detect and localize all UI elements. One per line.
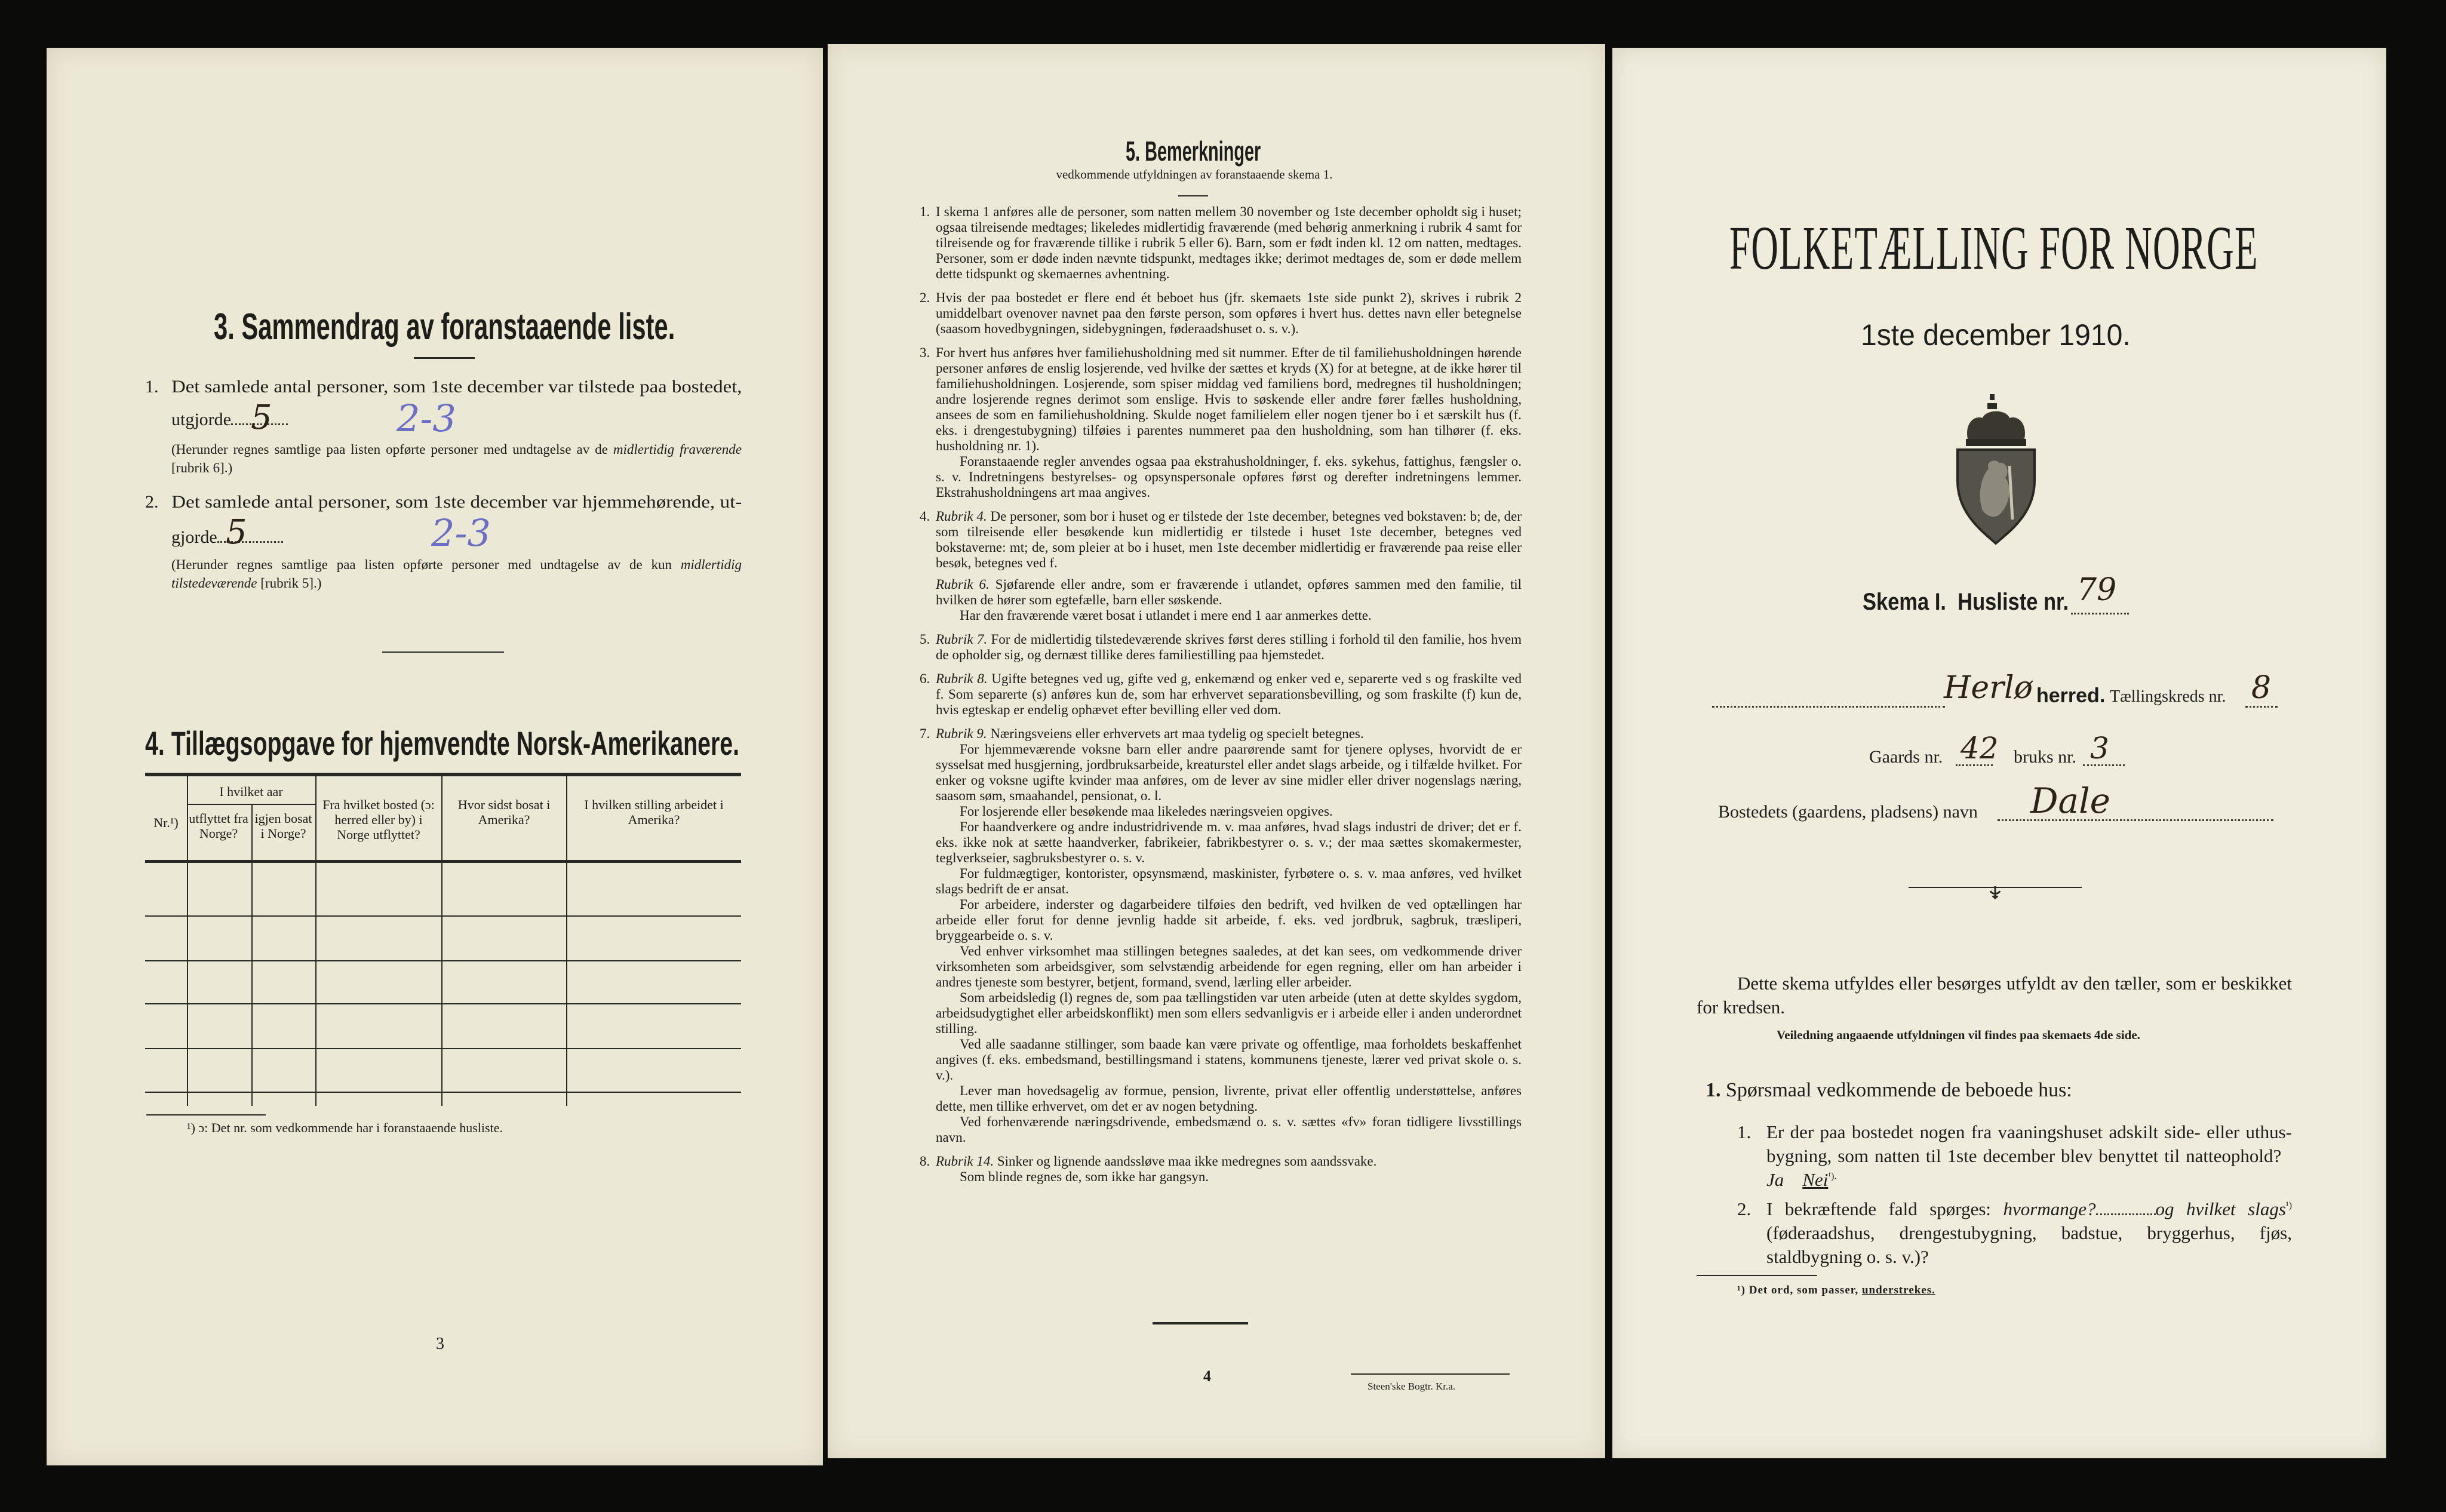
remark-number: 5. (920, 632, 930, 647)
remark-item (920, 345, 1522, 500)
table-cell[interactable] (254, 1094, 313, 1104)
remark-paragraph: Som arbeidsledig (l) regnes de, som paa tællingstiden var uten arbeide (uten at dette skyldes sygdom, arbeidsudygtighet eller arbeidskonflikt) men som ellers sedvanligvis er i arbeide eller i anden underordnet stilling. (936, 990, 1522, 1036)
remark-paragraph: Rubrik 8. Ugifte betegnes ved ug, gifte ved g, enkemænd og enker ved e, separerte ved s og fraskilte ved f. Som separerte (s) anføres kun de, som har erhvervet separationsbevilling, og som fraskilte (f) kun de, hvis egteskap er endelig ophævet efter bevilling eller ved dom. (936, 671, 1522, 717)
bruks-label: bruks nr. (2014, 747, 2076, 767)
table-cell[interactable] (148, 963, 185, 1001)
remark-paragraph: Lever man hovedsagelig av formue, pension, livrente, privat eller offentlig understøttelse, anføres dette, men tillike erhvervet, om det er av nogen betydning. (936, 1083, 1522, 1114)
remark-paragraph: I skema 1 anføres alle de personer, som natten mellem 30 november og 1ste december opholdt sig i huset; ogsaa tilreisende medtages; likeledes midlertidig fraværende (med behørig anmerkning i rubrik 4 samt for tilreisende og for fraværende tillike i rubrik 5 eller 6). Barn, som er født inden kl. 12 om natten, medtages. Personer, som er døde inden nævnte tidspunkt, medtages ikke; derimot medtages de, som er døde mellem dette tidspunkt og skemaernes avhentning. (936, 204, 1522, 281)
printer-imprint: Steen'ske Bogtr. Kr.a. (1368, 1381, 1456, 1392)
remarks-subtitle: vedkommende utfyldningen av foranstaaende skema 1. (1056, 167, 1333, 182)
table-cell[interactable] (569, 865, 739, 913)
herred-field-line (1712, 700, 1945, 708)
husliste-field-line (2071, 608, 2129, 614)
table-column-line (441, 776, 443, 1106)
question-2: 2. I bekræftende fald spørges: hvormange? og hvilket slags$^{^1)}$ (føderaadshus, drengestubygning, badstue, bryggerhus, fjøs, staldbygning o. s. v.)? (1737, 1198, 2293, 1267)
table-row-line (145, 915, 741, 917)
table-cell[interactable] (189, 1050, 249, 1089)
column-header-emigrated: utflyttet fra Norge? (189, 811, 248, 841)
remark-paragraph: Rubrik 14. Sinker og lignende aandssløve maa ikke medregnes som aandssvake. (936, 1154, 1377, 1169)
census-title: FOLKETÆLLING FOR NORGE (1729, 214, 2258, 282)
remark-paragraph: Ved enhver virksomhet maa stillingen betegnes saaledes, at det kan sees, om vedkommende driver virksomheten som arbeidsgiver, som selvstændig arbeidende for egen regning, eller om han arbeider i andres tjeneste som bestyrer, betjent, formand, svend, lærling eller arbeider. (936, 944, 1522, 989)
table-cell[interactable] (444, 918, 564, 958)
remark-item (920, 509, 1522, 623)
table-cell[interactable] (444, 963, 564, 1001)
table-cell[interactable] (318, 1006, 439, 1046)
printer-rule (1351, 1373, 1510, 1375)
column-header-from-residence: Fra hvilket bosted (ɔ: herred eller by) i Norge utflyttet? (322, 797, 435, 842)
intro-text: Dette skema utfyldes eller besørges utfyldt av den tæller, som er beskikket for kredsen. (1697, 973, 2292, 1018)
table-cell[interactable] (254, 1006, 313, 1046)
page-number: 3 (436, 1335, 444, 1353)
handwritten-present-count: 5 (251, 398, 272, 437)
remark-number: 1. (920, 204, 930, 219)
option-ja[interactable]: Ja (1766, 1169, 1784, 1190)
rubrik-label: Rubrik 8. (936, 671, 988, 686)
table-row-line (145, 960, 741, 961)
remark-paragraph: Rubrik 7. For de midlertidig tilstedeværende skrives først deres stilling i forhold til den familie, hos hvem de opholder sig, og dernæst tillike deres familiestilling paa hjemstedet. (936, 632, 1522, 662)
remarks-title: 5. Bemerkninger (1126, 136, 1261, 167)
divider (1178, 195, 1208, 196)
remark-paragraph: For haandverkere og andre industridrivende m. v. maa anføres, hvad slags industri de driver; det er f. eks. ikke nok at sætte haandverker, fabrikeier, fabrikbestyrer o. s. v.; der maa sættes skomakermester, teglverkseier, sagbruksbestyrer o. s. v. (936, 819, 1522, 865)
table-cell[interactable] (318, 865, 439, 913)
remark-paragraph: Som blinde regnes de, som ikke har gangsyn. (960, 1169, 1209, 1184)
column-header-returned: igjen bosat i Norge? (254, 811, 312, 841)
kreds-label: Tællingskreds nr. (2110, 687, 2226, 706)
remark-paragraph: Hvis der paa bostedet er flere end ét beboet hus (jfr. skemaets 1ste side punkt 2), skrives i rubrik 2 umiddelbart ovenover navnet paa den første person, som opføres i hvert hus. dettes navn eller betegnelse (saasom hovedbygningen, sidebygningen, føderaadshuset o. s. v.). (936, 290, 1522, 336)
gaards-value[interactable]: 42 (1961, 731, 1999, 766)
pencil-annotation: 2-3 (397, 397, 456, 440)
rubrik-label: Rubrik 4. (936, 509, 987, 524)
ornament-divider-icon (1909, 884, 2082, 902)
table-cell[interactable] (444, 865, 564, 913)
table-row-line (145, 1003, 741, 1004)
table-column-line (187, 776, 188, 1106)
table-cell[interactable] (189, 865, 249, 913)
table-cell[interactable] (569, 1050, 739, 1089)
table-column-line (251, 805, 253, 1106)
remark-item (920, 290, 1522, 337)
husliste-number-value[interactable]: 79 (2077, 572, 2117, 608)
table-cell[interactable] (444, 1050, 564, 1089)
rubrik-label: Rubrik 14. (936, 1154, 994, 1169)
questions-heading: 1. Spørsmaal vedkommende de beboede hus: (1706, 1079, 2072, 1101)
remark-paragraph: Har den fraværende været bosat i utlandet i mere end 1 aar anmerkes dette. (960, 608, 1372, 623)
remark-paragraph: Rubrik 4. De personer, som bor i huset og er tilstede der 1ste december, betegnes ved bokstaven: b; de, der som tilreisende eller besøkende kun midlertidig er tilstede i huset 1ste december, betegnes ved bokstaverne: mt; de, som pleier at bo i huset, men 1ste december midlertidig er fraværende paa reise eller besøk, betegnes ved f. (936, 509, 1522, 570)
table-footnote: ¹) ɔ: Det nr. som vedkommende har i foranstaaende husliste. (187, 1120, 503, 1135)
table-cell[interactable] (318, 1050, 439, 1089)
remark-paragraph: For fuldmægtiger, kontorister, opsynsmænd, maskinister, fyrbøtere o. s. v. maa anføres, ved hvilket slags bedrift de er ansat. (936, 866, 1522, 896)
table-cell[interactable] (569, 1006, 739, 1046)
field-label: utgjorde (171, 410, 231, 429)
table-cell[interactable] (189, 1006, 249, 1046)
column-header-nr: Nr.¹) (153, 815, 179, 830)
remark-number: 8. (920, 1154, 930, 1169)
rubrik-label: Rubrik 9. (936, 726, 987, 741)
bosted-label: Bostedets (gaardens, pladsens) navn (1718, 802, 1978, 822)
table-cell[interactable] (318, 963, 439, 1001)
table-cell[interactable] (148, 1006, 185, 1046)
table-cell[interactable] (189, 918, 249, 958)
remark-number: 6. (920, 671, 930, 686)
divider (414, 357, 475, 359)
table-cell[interactable] (254, 865, 313, 913)
question-1: 1. Er der paa bostedet nogen fra vaaningshuset adskilt side- eller uthus-bygning, som natten til 1ste december blev benyttet til natteophold? Ja Nei$^{^1).}$ (1737, 1121, 2292, 1190)
coat-of-arms-icon (1953, 391, 2039, 546)
table-cell[interactable] (189, 1094, 249, 1104)
remark-number: 7. (920, 726, 930, 741)
column-header-occupation-america: I hvilken stilling arbeidet i Amerika? (584, 797, 724, 827)
summary-note-1: (Herunder regnes samtlige paa listen opførte personer med undtagelse av de midlertidig fraværende [rubrik 6].) (171, 442, 742, 475)
item-number: 2. (145, 492, 159, 512)
pencil-annotation: 2-3 (431, 511, 491, 555)
remark-paragraph: For arbeidere, inderster og dagarbeidere tilføies den bedrift, ved hvilken de ved optællingen har arbeide eller forut for denne jevnlig hadde sit arbeide, f. eks. ved jordbruk, sagbruk, træsliperi, bryggearbeide o. s. v. (936, 897, 1522, 943)
remark-paragraph: For losjerende eller besøkende maa likeledes næringsveien opgives. (960, 804, 1333, 819)
remark-paragraph: Rubrik 9. Næringsveiens eller erhvervets art maa tydelig og specielt betegnes. (936, 726, 1364, 741)
remark-paragraph: Rubrik 6. Sjøfarende eller andre, som er fraværende i utlandet, opføres sammen med den familie, til hvilken de hører som egtefælle, barn eller søskende. (936, 577, 1522, 607)
section3-title: 3. Sammendrag av foranstaaende liste. (214, 306, 675, 348)
option-nei-selected[interactable]: Nei (1802, 1169, 1829, 1190)
table-column-line (566, 776, 567, 1106)
handwritten-resident-count: 5 (226, 513, 247, 552)
table-cell[interactable] (318, 1094, 439, 1104)
table-row-line (145, 1092, 741, 1093)
header-bottom-rule (145, 860, 741, 863)
table-cell[interactable] (148, 1050, 185, 1089)
census-date: 1ste december 1910. (1861, 318, 2131, 352)
table-cell[interactable] (569, 963, 739, 1001)
column-header-last-residence-america: Hvor sidst bosat i Amerika? (457, 797, 551, 827)
remark-paragraph: Ved forhenværende næringsdrivende, embedsmænd o. s. v. sættes «fv» foran tidligere livsstillings navn. (936, 1114, 1522, 1145)
table-cell[interactable] (254, 963, 313, 1001)
table-column-line (315, 776, 316, 1106)
table-row-line (145, 1048, 741, 1049)
rubrik-label: Rubrik 6. (936, 577, 990, 592)
table-cell[interactable] (444, 1094, 564, 1104)
summary-item-2-text: Det samlede antal personer, som 1ste december var hjemmehørende, ut- (171, 492, 742, 512)
herred-label: herred. (2036, 684, 2106, 707)
column-group-header-year: I hvilket aar (219, 784, 283, 799)
gaards-label: Gaards nr. (1869, 747, 1943, 767)
remark-paragraph: Ved alle saadanne stillinger, som baade kan være private og offentlige, maa forholdets beskaffenhet angives (f. eks. embedsmand, bestillingsmand i statens, kommunens tjeneste, lærer ved privat skole o. s. v.). (936, 1037, 1522, 1083)
page-number: 4 (1203, 1367, 1211, 1385)
table-cell[interactable] (148, 865, 185, 913)
remark-item (920, 632, 1522, 663)
table-top-rule (145, 773, 741, 776)
divider (1153, 1322, 1248, 1324)
footnote-rule (146, 1114, 266, 1115)
table-cell[interactable] (444, 1006, 564, 1046)
remark-number: 3. (920, 345, 930, 360)
table-cell[interactable] (569, 1094, 739, 1104)
remark-paragraph: For hjemmeværende voksne barn eller andre paarørende samt for tjenere oplyses, hvorvidt de er sysselsat med husgjerning, jordbruksarbeide, kreaturstel eller andet slags arbeide, og i tilfælde hvilket. For enker og voksne ugifte kvinder maa anføres, om de lever av sine midler eller driver nogenslags næring, saasom søm, smaahandel, pensionat, o. l. (936, 742, 1522, 803)
right-footnote: ¹) Det ord, som passer, understrekes. (1737, 1284, 1935, 1296)
rubrik-label: Rubrik 7. (936, 632, 988, 647)
bruks-value[interactable]: 3 (2090, 731, 2109, 766)
summary-note-2: (Herunder regnes samtlige paa listen opførte personer med undtagelse av de kun midlertidig tilstedeværende [rubrik 5].) (171, 557, 742, 591)
bosted-value[interactable]: Dale (2030, 780, 2110, 821)
remark-item (920, 726, 1522, 1145)
table-cell[interactable] (148, 1094, 185, 1104)
table-cell[interactable] (189, 963, 249, 1001)
divider (382, 651, 504, 653)
questions-block (1737, 1120, 2292, 1299)
herred-value[interactable]: Herlø (1944, 670, 2033, 706)
remarks-list (920, 204, 1522, 1193)
guidance-text: Veiledning angaaende utfyldningen vil findes paa skemaets 4de side. (1777, 1028, 2140, 1042)
remark-paragraph: For hvert hus anføres hver familiehusholdning med sit nummer. Efter de til familiehusholdningen hørende personer anføres de enslig losjerende, ved hvilke der sættes et kryds (X) for at betegne, at de ikke hører til familiehusholdningen. Losjerende, som spiser middag ved familiens bord, medregnes til husholdningen; andre losjerende regnes derimot som enslige. Hvis to søskende eller andre fører fælles husholdning, ansees de som en familiehusholdning. Skulde noget familielem eller nogen tjener bo i et særskilt hus (f. eks. i drengestubygning) tilføies i parentes nummeret paa den husholdning, som han tilhører (f. eks. husholdning nr. 1). (936, 345, 1522, 453)
table-cell[interactable] (254, 1050, 313, 1089)
field-label: gjorde (171, 527, 217, 547)
summary-item-1-text: Det samlede antal personer, som 1ste december var tilstede paa bostedet, (171, 377, 742, 397)
footnote-rule (1697, 1275, 1817, 1276)
item-number: 1. (145, 377, 159, 397)
table-cell[interactable] (148, 918, 185, 958)
remark-number: 2. (920, 290, 930, 305)
table-cell[interactable] (254, 918, 313, 958)
section4-title: 4. Tillægsopgave for hjemvendte Norsk-Amerikanere. (145, 724, 740, 762)
remark-number: 4. (920, 509, 930, 524)
remark-item (920, 204, 1522, 282)
table-cell[interactable] (569, 918, 739, 958)
kreds-value[interactable]: 8 (2251, 670, 2272, 706)
remark-item (920, 1154, 1522, 1185)
table-cell[interactable] (318, 918, 439, 958)
schema-husliste-label: Skema I. Husliste nr. (1863, 589, 2069, 615)
remark-paragraph: Foranstaaende regler anvendes ogsaa paa ekstrahusholdninger, f. eks. sykehus, fattighus, fængsler o. s. v. Indretningens bestyrelses- og opsynspersonale opføres først og derefter indretningens lemmer. Ekstrahusholdningens art maa angives. (936, 454, 1522, 500)
remark-item (920, 671, 1522, 718)
